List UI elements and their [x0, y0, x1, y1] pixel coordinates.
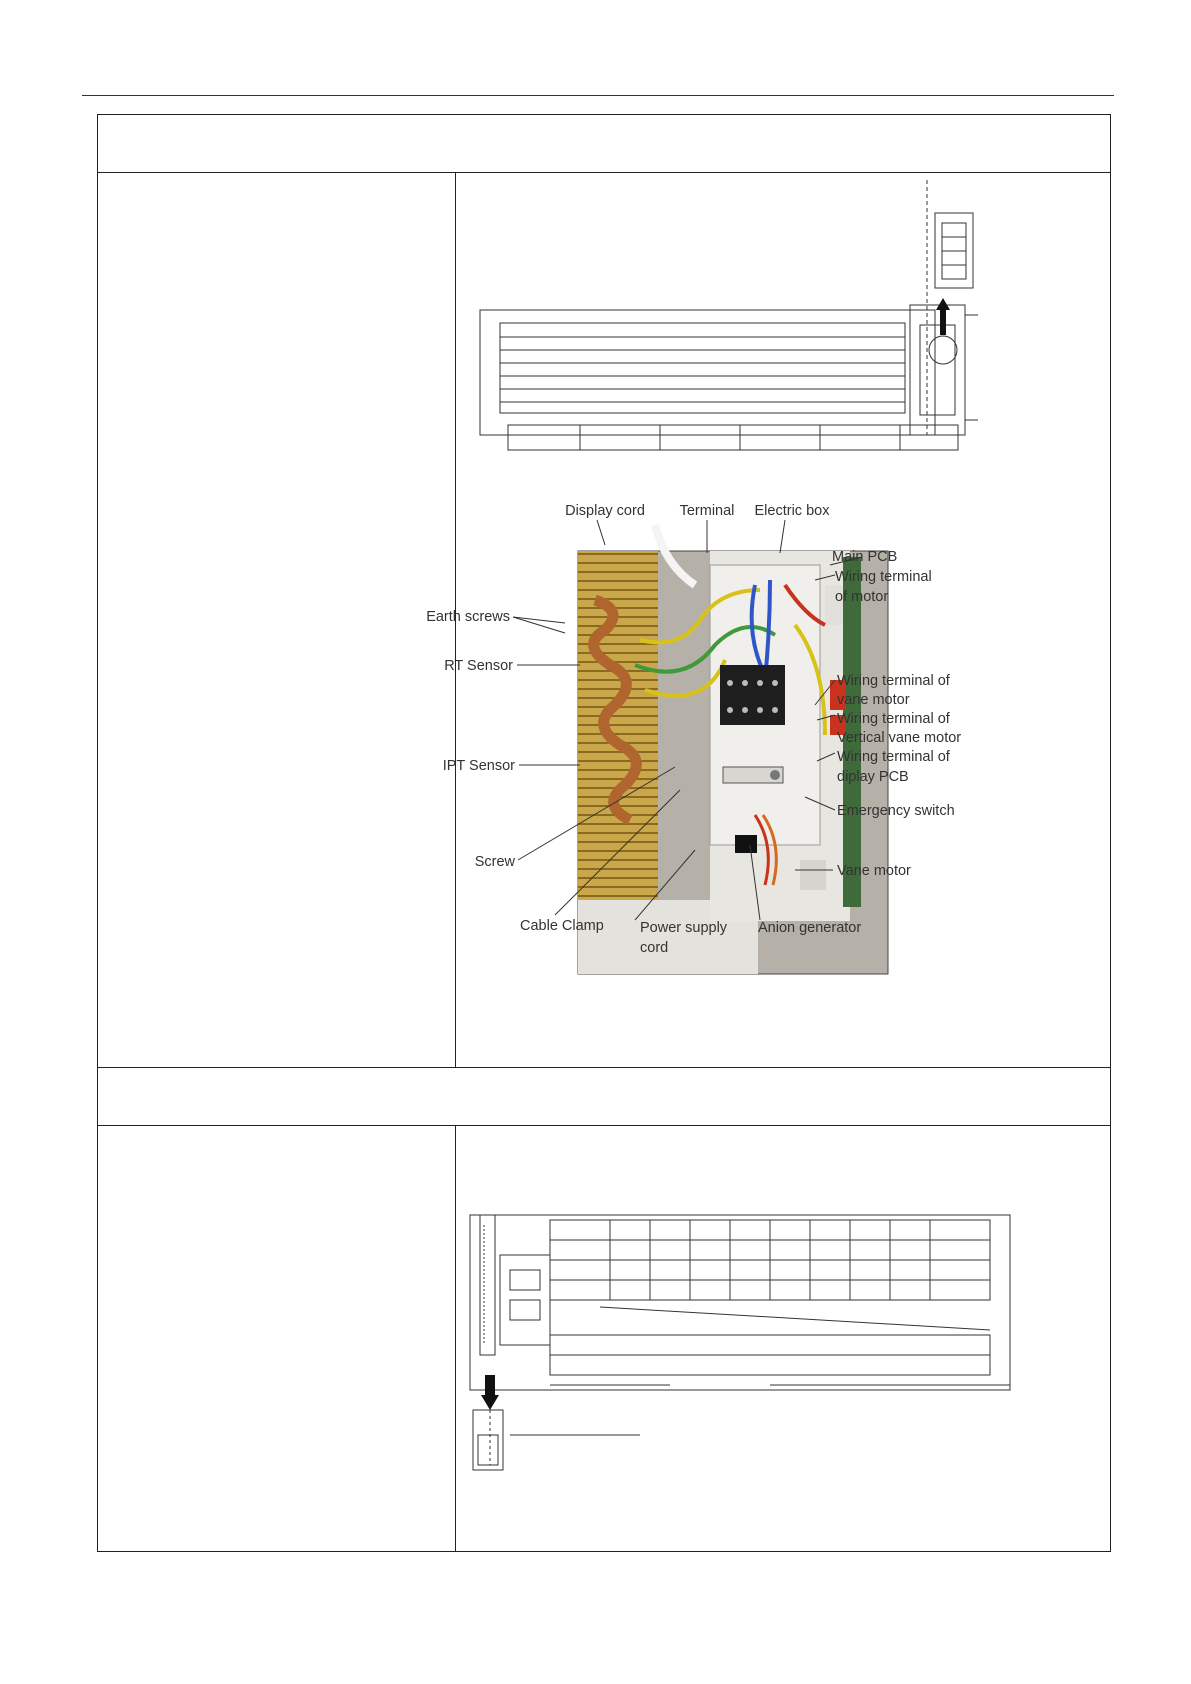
label-main-pcb: Main PCB	[832, 549, 898, 565]
row-divider-2	[98, 1067, 1110, 1068]
header-rule	[82, 95, 1114, 96]
label-electric-box: Electric box	[754, 503, 830, 519]
label-earth-screws: Earth screws	[426, 609, 510, 625]
label-wiring-display-pcb-1: Wiring terminal of	[837, 749, 950, 765]
label-wiring-vertical-vane-2: Vertical vane motor	[837, 730, 962, 746]
label-wiring-vertical-vane-1: Wiring terminal of	[837, 711, 950, 727]
label-power-supply-cord-2: cord	[640, 940, 669, 956]
figure-electric-box-photo	[426, 503, 1055, 1040]
col-divider-2	[455, 1125, 456, 1552]
label-vane-motor: Vane motor	[837, 863, 911, 879]
label-screw: Screw	[474, 854, 515, 870]
label-wiring-vane-2: vane motor	[837, 692, 910, 708]
label-display-cord: Display cord	[565, 503, 645, 519]
label-wiring-motor-2: of motor	[835, 589, 889, 605]
label-ipt-sensor: IPT Sensor	[442, 758, 515, 774]
label-anion-generator: Anion generator	[758, 920, 862, 936]
figure-unit-bottom-drawing	[470, 1195, 1030, 1485]
label-emergency-switch: Emergency switch	[837, 803, 955, 819]
figure-unit-top-drawing	[480, 175, 1000, 470]
label-terminal: Terminal	[679, 503, 735, 519]
label-cable-clamp: Cable Clamp	[520, 918, 604, 934]
row-divider-3	[98, 1125, 1110, 1126]
row-divider-1	[98, 172, 1110, 173]
label-power-supply-cord-1: Power supply	[640, 920, 728, 936]
label-wiring-display-pcb-2: diplay PCB	[837, 769, 909, 785]
label-wiring-vane-1: Wiring terminal of	[837, 673, 950, 689]
label-rt-sensor: RT Sensor	[444, 658, 513, 674]
label-wiring-motor-1: Wiring terminal	[835, 569, 932, 585]
